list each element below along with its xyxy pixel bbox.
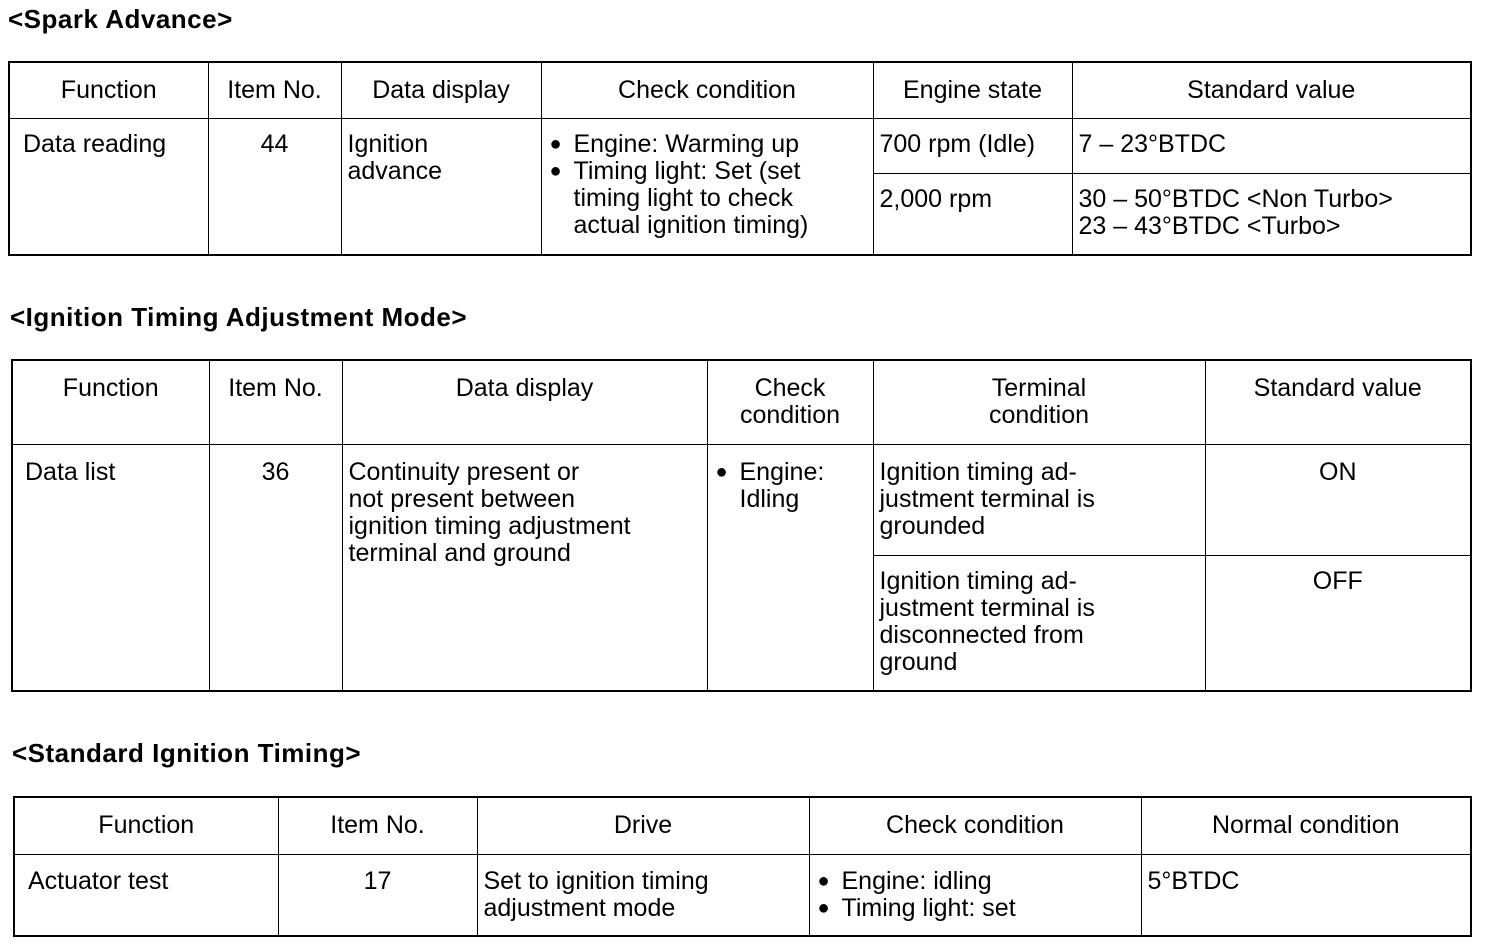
- bullet-line: ● Timing light: Set (set: [573, 156, 801, 185]
- header-drive: Drive: [477, 797, 809, 854]
- standard-value-cell: [1072, 118, 1471, 173]
- table-header-row: [12, 360, 1471, 444]
- header-check-condition: [707, 360, 873, 444]
- table-row: [12, 444, 1471, 555]
- standard-value-line: 7 – 23°BTDC: [1078, 129, 1227, 158]
- table-row: [14, 854, 1471, 936]
- header-engine-state: Engine state: [873, 62, 1072, 118]
- bullet-line: ● Engine: idling: [841, 866, 992, 895]
- header-data-display: Data display: [342, 360, 707, 444]
- header-function: Function: [14, 797, 278, 854]
- bullet-line: ● Engine: Warming up: [573, 129, 800, 158]
- bullet-line: Idling: [739, 484, 800, 513]
- check-condition-cell: [541, 118, 873, 255]
- standard-ignition-timing-table: [13, 796, 1472, 937]
- terminal-condition-line: Ignition timing ad-: [879, 457, 1077, 486]
- data-display-cell: [342, 444, 707, 691]
- data-display-line: Ignition: [347, 129, 429, 158]
- data-display-line: terminal and ground: [348, 538, 571, 567]
- normal-condition-cell: 5°BTDC: [1141, 854, 1471, 936]
- bullet-item: [714, 459, 867, 513]
- function-cell: Actuator test: [14, 854, 278, 936]
- drive-cell: [477, 854, 809, 936]
- function-cell: Data list: [12, 444, 209, 691]
- item-no-cell: 36: [209, 444, 342, 691]
- standard-value-cell: [1072, 173, 1471, 255]
- table-header-row: [14, 797, 1471, 854]
- engine-state-cell: 2,000 rpm: [873, 173, 1072, 255]
- bullet-line: ● Timing light: set: [841, 893, 1016, 922]
- bullet-item: [548, 131, 867, 158]
- standard-value-line: 23 – 43°BTDC <Turbo>: [1078, 211, 1341, 240]
- header-normal-condition: Normal condition: [1141, 797, 1471, 854]
- section-title-ignition-timing-adjustment-mode: <Ignition Timing Adjustment Mode>: [10, 302, 468, 332]
- data-display-cell: [341, 118, 541, 255]
- header-function: Function: [9, 62, 208, 118]
- item-no-cell: 44: [208, 118, 341, 255]
- terminal-condition-line: grounded: [879, 511, 986, 540]
- data-display-line: advance: [347, 156, 443, 185]
- bullet-line: actual ignition timing): [573, 210, 809, 239]
- section-title-standard-ignition-timing: <Standard Ignition Timing>: [12, 738, 362, 768]
- terminal-condition-line: justment terminal is: [879, 593, 1095, 622]
- standard-value-cell: OFF: [1205, 555, 1471, 691]
- spark-advance-table: [8, 61, 1472, 256]
- drive-line: Set to ignition timing: [483, 866, 709, 895]
- header-function: Function: [12, 360, 209, 444]
- bullet-line: timing light to check: [573, 183, 794, 212]
- data-display-line: not present between: [348, 484, 576, 513]
- table-header-row: [9, 62, 1471, 118]
- data-display-line: Continuity present or: [348, 457, 580, 486]
- header-standard-value: Standard value: [1205, 360, 1471, 444]
- header-check-condition: Check condition: [809, 797, 1141, 854]
- bullet-line: ● Engine:: [739, 457, 825, 486]
- table-row: [9, 118, 1471, 173]
- terminal-condition-line: justment terminal is: [879, 484, 1095, 513]
- function-cell: Data reading: [9, 118, 208, 255]
- header-standard-value: Standard value: [1072, 62, 1471, 118]
- engine-state-cell: 700 rpm (Idle): [873, 118, 1072, 173]
- header-item-no: Item No.: [208, 62, 341, 118]
- header-line: condition: [988, 401, 1090, 429]
- header-item-no: Item No.: [278, 797, 477, 854]
- check-condition-cell: [707, 444, 873, 691]
- data-display-line: ignition timing adjustment: [348, 511, 631, 540]
- bullet-item: [548, 158, 867, 239]
- header-line: Check: [754, 374, 826, 402]
- header-item-no: Item No.: [209, 360, 342, 444]
- bullet-item: [816, 868, 1135, 895]
- header-line: Terminal: [991, 374, 1087, 402]
- terminal-condition-cell: [873, 444, 1205, 555]
- standard-value-line: 30 – 50°BTDC <Non Turbo>: [1078, 184, 1393, 213]
- header-terminal-condition: [873, 360, 1205, 444]
- item-no-cell: 17: [278, 854, 477, 936]
- check-condition-cell: [809, 854, 1141, 936]
- header-data-display: Data display: [341, 62, 541, 118]
- terminal-condition-line: disconnected from: [879, 620, 1084, 649]
- bullet-item: [816, 895, 1135, 922]
- standard-value-cell: ON: [1205, 444, 1471, 555]
- terminal-condition-line: Ignition timing ad-: [879, 566, 1077, 595]
- header-check-condition: Check condition: [541, 62, 873, 118]
- header-line: condition: [739, 401, 841, 429]
- terminal-condition-cell: [873, 555, 1205, 691]
- section-title-spark-advance: <Spark Advance>: [8, 4, 233, 34]
- terminal-condition-line: ground: [879, 647, 958, 676]
- drive-line: adjustment mode: [483, 893, 676, 922]
- ignition-timing-adjustment-table: [11, 359, 1472, 692]
